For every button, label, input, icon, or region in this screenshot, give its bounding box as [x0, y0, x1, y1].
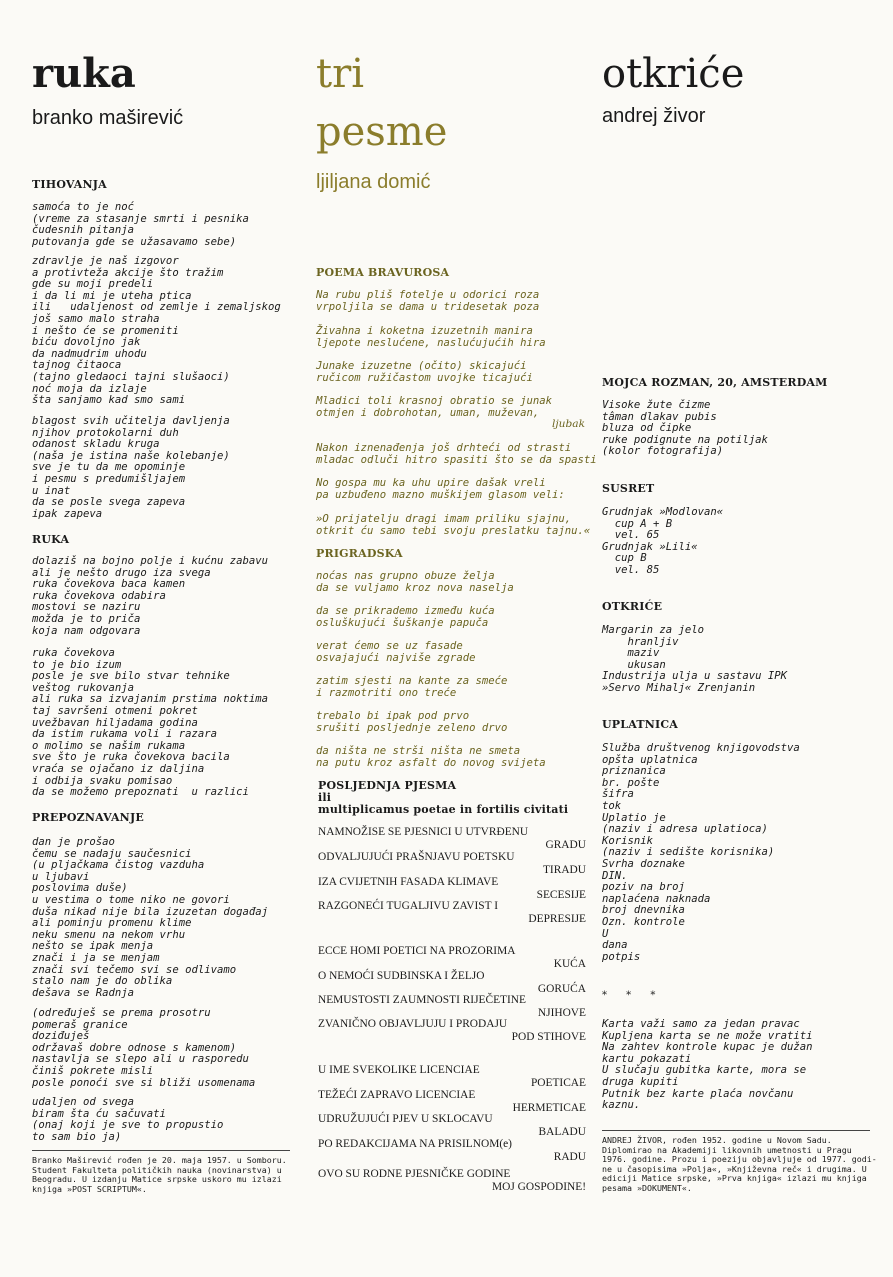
stanza: verat ćemo se uz fasade osvajajući najviše zgrade	[316, 640, 476, 664]
caps-line: U IME SVEKOLIKE LICENCIAE	[318, 1064, 480, 1076]
caps-line: ODVALJUJUĆI PRAŠNJAVU POETSKU	[318, 851, 515, 863]
poem-title-ruka: ruka	[32, 50, 136, 97]
caps-line: O NEMOĆI SUDBINSKA I ŽELJO	[318, 970, 485, 982]
caps-line-rhyme: BALADU	[538, 1126, 586, 1138]
section-heading-prepoznavanje: PREPOZNAVANJE	[32, 811, 144, 824]
caps-line-rhyme: SECESIJE	[536, 889, 586, 901]
rhyme-word-ljubak: ljubak	[552, 418, 586, 430]
stanza: dolaziš na bojno polje i kućnu zabavu ali je nešto drugo iza svega ruka čovekova baca kamen ruka čovekova odabira mostovi se naziru možda je to priča koja nam odgovara	[32, 555, 268, 637]
caps-line: NEMUSTOSTI ZAUMNOSTI RIJEČETINE	[318, 994, 526, 1006]
caps-line-rhyme: RADU	[553, 1151, 586, 1163]
caps-line-rhyme: DEPRESIJE	[528, 913, 586, 925]
poem-title-tri: tri	[316, 51, 364, 97]
section-heading-tihovanja: TIHOVANJA	[32, 178, 107, 191]
stanza: Margarin za jelo hranljiv maziv ukusan Industrija ulja u sastavu IPK »Servo Mihalj« Zrenjanin	[602, 624, 787, 694]
caps-line: IZA CVIJETNIH FASADA KLIMAVE	[318, 876, 499, 888]
caps-line: NAMNOŽISE SE PJESNICI U UTVRĐENU	[318, 826, 529, 838]
caps-line-rhyme: POD STIHOVE	[511, 1031, 586, 1043]
caps-line-rhyme: POETICAE	[530, 1077, 586, 1089]
stanza: Mladici toli krasnoj obratio se junak otmjen i dobrohotan, uman, muževan,	[316, 395, 552, 419]
caps-line-rhyme: MOJ GOSPODINE!	[492, 1181, 586, 1193]
stanza: Visoke žute čizme tâman dlakav pubis bluza od čipke ruke podignute na potiljak (kolor fotografija)	[602, 399, 768, 458]
stanza: zdravlje je naš izgovor a protivteža akcije što tražim gde su moji predeli i da li mi je uteha ptica ili udaljenost od zemlje i zemaljskog još samo malo straha i nešto će se promeniti biću dovoljno jak da nadmudrim uhodu tajnog čitaoca (tajno gledaoci tajni slušaoci) noć moja da izlaje šta sanjamo kad smo sami	[32, 255, 281, 407]
caps-line: OVO SU RODNE PJESNIČKE GODINE	[318, 1168, 511, 1180]
caps-line: UDRUŽUJUĆI PJEV U SKLOCAVU	[318, 1113, 493, 1125]
caps-line-rhyme: GORUĆA	[537, 983, 586, 995]
stanza: da se prikrademo između kuća osluškujući šuškanje papuča	[316, 605, 495, 629]
section-heading-prigradska: PRIGRADSKA	[316, 547, 403, 560]
stanza: No gospa mu ka uhu upire dašak vreli pa uzbuđeno mazno muškijem glasom veli:	[316, 477, 565, 501]
stanza: samoća to je noć (vreme za stasanje smrti i pesnika čudesnih pitanja putovanja gde se užasavamo sebe)	[32, 201, 249, 248]
divider	[602, 1130, 870, 1131]
stanza: blagost svih učitelja davljenja njihov protokolarni duh odanost skladu kruga (naša je istina naše kolebanje) sve je tu da me opominje i pesmu s predumišljajem u inat da se posle svega zapeva ipak zapeva	[32, 415, 230, 520]
caps-line: ZVANIČNO OBJAVLJUJU I PRODAJU	[318, 1018, 508, 1030]
section-heading-susret: SUSRET	[602, 482, 655, 495]
separator-stars: * * *	[602, 990, 664, 1001]
author-zivor: andrej živor	[602, 105, 706, 127]
caps-line-rhyme: GRADU	[545, 839, 586, 851]
stanza: Nakon iznenađenja još drhteći od strasti mladac odluči hitro spasiti što se da spasti	[316, 442, 597, 466]
stanza: trebalo bi ipak pod prvo srušiti posljednje zeleno drvo	[316, 710, 508, 734]
caps-line: PO REDAKCIJAMA NA PRISILNOM(e)	[318, 1138, 512, 1150]
stanza: dan je prošao čemu se nadaju saučesnici (u pljačkama čistog vazduha u ljubavi poslovima duše) u vestima o tome niko ne govori duša nikad nije bila izuzetan događaj ali pominju promenu klime neku smenu na nekom vrhu nešto se ipak menja znači i ja se menjam znači svi tečemo svi se odlivamo stalo nam je do oblika dešava se Radnja	[32, 836, 268, 999]
stanza: Živahna i koketna izuzetnih manira ljepote neslućene, naslućujućih hira	[316, 325, 546, 349]
stanza: Junake izuzetne (očito) skicajući ručicom ružičastom uvojke ticajući	[316, 360, 533, 384]
author-domic: ljiljana domić	[316, 171, 431, 193]
stanza: noćas nas grupno obuze želja da se vuljamo kroz nova naselja	[316, 570, 514, 594]
caps-line: RAZGONEĆI TUGALJIVU ZAVIST I	[318, 900, 499, 912]
author-masirevic: branko maširević	[32, 107, 184, 129]
caps-line-rhyme: TIRADU	[542, 864, 586, 876]
poem-title-pesme: pesme	[316, 109, 448, 155]
stanza: »O prijatelju dragi imam priliku sjajnu, otkrit ću samo tebi svoju preslatku tajnu.«	[316, 513, 591, 537]
stanza: Služba društvenog knjigovodstva opšta uplatnica priznanica br. pošte šifra tok Uplatio je (naziv i adresa uplatioca) Korisnik (naziv i sedište korisnika) Svrha doznake DIN. poziv na broj naplaćena naknada broj dnevnika Ozn. kontrole U dana potpis	[602, 742, 800, 963]
section-heading-mojca-rozman: MOJCA ROZMAN, 20, AMSTERDAM	[602, 376, 828, 389]
stanza: da ništa ne strši ništa ne smeta na putu kroz asfalt do novog svijeta	[316, 745, 546, 769]
stanza: ruka čovekova to je bio izum posle je sve bilo stvar tehnike veštog rukovanja ali ruka sa izvajanim prstima noktima taj savršeni otmeni pokret uvežbavan hiljadama godina da istim rukama voli i razara o molimo se našim rukama sve što je ruka čovekova bacila vraća se ojačano iz daljina i odbija svaku pomisao da se možemo prepoznati u razlici	[32, 647, 268, 799]
stanza: (određuješ se prema prosotru pomeraš granice doziđuješ održavaš dobre odnose s kamenom) nastavlja se slepo ali u rasporedu činiš pokrete misli posle ponoći sve si bliži usomenama	[32, 1007, 256, 1089]
caps-line-rhyme: NJIHOVE	[537, 1007, 586, 1019]
section-heading-ili: ili	[318, 791, 332, 804]
poem-title-otkrice: otkriće	[602, 51, 745, 97]
stanza: udaljen od svega biram šta ću sačuvati (onaj koji je sve to propustio to sam bio ja)	[32, 1096, 224, 1143]
section-heading-uplatnica: UPLATNICA	[602, 718, 679, 731]
author-bio-masirevic: Branko Maširević rođen je 20. maja 1957. u Somboru. Student Fakulteta političkih nauka (novinarstva) u Beogradu. U izdanju Matice srpske uskoro mu izlazi knjiga »POST SCRIPTUM«.	[32, 1155, 287, 1194]
section-heading-poema-bravurosa: POEMA BRAVUROSA	[316, 266, 450, 279]
divider	[32, 1150, 290, 1151]
caps-line-rhyme: KUĆA	[553, 958, 586, 970]
stanza: Na rubu pliš fotelje u odorici roza vrpoljila se dama u tridesetak poza	[316, 289, 540, 313]
stanza: Grudnjak »Modlovan« cup A + B vel. 65 Grudnjak »Lili« cup B vel. 85	[602, 506, 724, 576]
caps-line: TEŽEĆI ZAPRAVO LICENCIAE	[318, 1089, 476, 1101]
stanza: zatim sjesti na kante za smeće i razmotriti ono treće	[316, 675, 508, 699]
caps-line-rhyme: HERMETICAE	[512, 1102, 586, 1114]
section-heading-ruka: RUKA	[32, 533, 70, 546]
stanza: Karta važi samo za jedan pravac Kupljena karta se ne može vratiti Na zahtev kontrole kupac je dužan kartu pokazati U slučaju gubitka karte, mora se druga kupiti Putnik bez karte plaća novčanu kaznu.	[602, 1018, 813, 1112]
author-bio-zivor: ANDREJ ŽIVOR, rođen 1952. godine u Novom Sadu. Diplomirao na Akademiji likovnih umetnosti u Pragu 1976. godine. Prozu i poeziju objavljuje od 1977. godi- ne u časopisima »Polja«, »Književna reč« i drugima. U ediciji Matice srpske, »Prva knjiga« izlazi mu knjiga pesama »DOKUMENT«.	[602, 1135, 877, 1193]
section-subheading-multiplicamus: multiplicamus poetae in fortilis civitati	[318, 803, 569, 816]
caps-line: ECCE HOMI POETICI NA PROZORIMA	[318, 945, 516, 957]
section-heading-posljednja-pjesma: POSLJEDNJA PJESMA	[318, 779, 457, 792]
section-heading-otkrice: OTKRIĆE	[602, 600, 663, 613]
